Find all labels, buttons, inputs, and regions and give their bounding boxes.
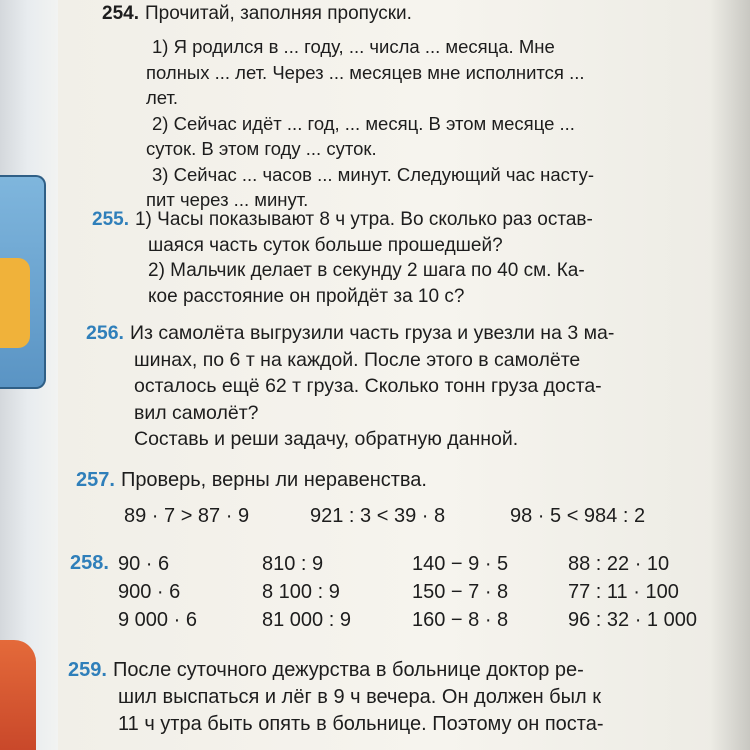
expression: 8 100 : 9 (262, 581, 340, 603)
task-text: Проверь, верны ли неравенства. (120, 469, 427, 491)
text-line: шинах, по 6 т на каждой. После этого в самолёте (134, 348, 581, 371)
expression: 88 : 22 · 10 (568, 553, 670, 575)
expression: 81 000 : 9 (262, 609, 351, 631)
expression-column (568, 550, 697, 634)
task-number: 257. (76, 469, 115, 491)
task-257 (76, 468, 736, 492)
task-254-body (146, 34, 732, 213)
task-255 (92, 207, 732, 309)
text-line: 2) Мальчик делает в секунду 2 шага по 40 см. Ка- (148, 260, 585, 281)
task-259 (68, 657, 738, 738)
text-line: полных ... лет. Через ... месяцев мне исполнится ... (146, 61, 585, 83)
inequality: 921 : 3 < 39 · 8 (310, 505, 446, 527)
expression: 90 · 6 (118, 553, 170, 575)
text-line: шаяся часть суток больше прошедшей? (148, 234, 503, 256)
task-number: 256. (86, 322, 124, 344)
inequality: 98 · 5 < 984 : 2 (510, 505, 646, 527)
task-text: Прочитай, заполняя пропуски. (144, 3, 412, 24)
task-number: 258. (70, 552, 109, 574)
text-line: Из самолёта выгрузили часть груза и увезли на 3 ма- (129, 322, 615, 344)
expression-column (262, 550, 351, 634)
text-line: 1) Часы показывают 8 ч утра. Во сколько раз остав- (134, 209, 593, 230)
text-line: шил выспаться и лёг в 9 ч вечера. Он должен был к (118, 686, 601, 708)
expression: 140 − 9 · 5 (412, 553, 509, 575)
text-line: 11 ч утра быть опять в больнице. Поэтому он поста- (118, 713, 604, 735)
text-line: После суточного дежурства в больнице доктор ре- (112, 659, 584, 681)
text-line: 3) Сейчас ... часов ... минут. Следующий час насту- (152, 163, 595, 185)
text-line: осталось ещё 62 т груза. Сколько тонн груза доста- (134, 375, 602, 397)
expression: 900 · 6 (118, 581, 181, 603)
text-line: Составь и реши задачу, обратную данной. (134, 428, 519, 450)
expression: 9 000 · 6 (118, 609, 197, 631)
text-line: лет. (146, 87, 179, 108)
text-line: кое расстояние он пройдёт за 10 с? (148, 285, 465, 307)
text-line: 1) Я родился в ... году, ... числа ... месяца. Мне (152, 36, 555, 57)
expression-column (118, 550, 197, 634)
adjacent-page-edge (0, 0, 62, 750)
text-line: суток. В этом году ... суток. (146, 138, 377, 159)
inequalities-row (58, 505, 750, 531)
expressions-grid (58, 550, 750, 634)
text-line: 2) Сейчас идёт ... год, ... месяц. В этом месяце ... (152, 112, 575, 134)
text-line: вил самолёт? (134, 401, 259, 424)
task-number: 259. (68, 659, 107, 681)
expression: 150 − 7 · 8 (412, 581, 509, 603)
expression-column (412, 550, 508, 634)
illustration-fragment (0, 640, 36, 750)
task-number: 255. (92, 209, 129, 230)
inequality: 89 · 7 > 87 · 9 (124, 505, 250, 527)
illustration-fragment (0, 258, 30, 348)
task-number: 254. (102, 3, 139, 24)
expression: 77 : 11 · 100 (568, 581, 679, 603)
textbook-page (58, 0, 750, 750)
task-256 (86, 320, 736, 453)
expression: 160 − 8 · 8 (412, 609, 509, 631)
text-line: пит через ... минут. (146, 189, 309, 210)
task-254 (102, 2, 722, 26)
expression: 810 : 9 (262, 553, 324, 575)
expression: 96 : 32 · 1 000 (568, 609, 697, 631)
